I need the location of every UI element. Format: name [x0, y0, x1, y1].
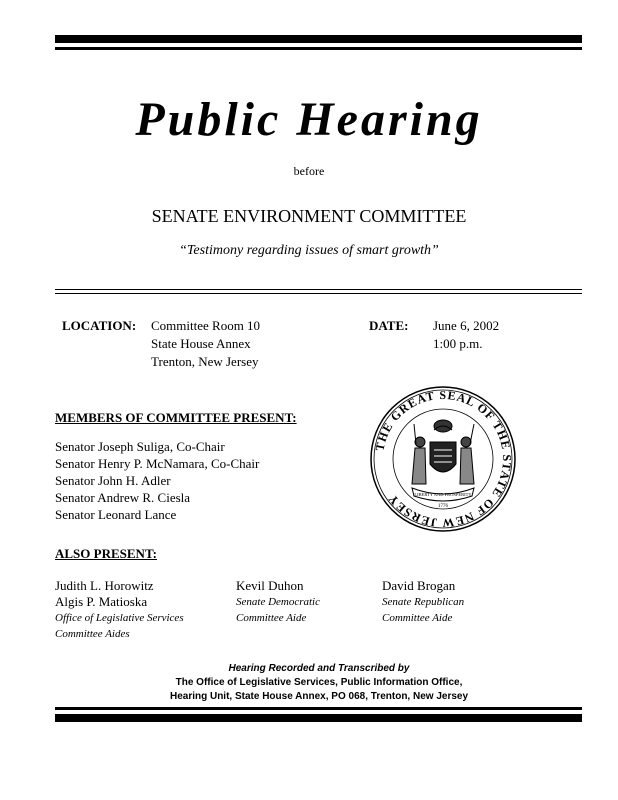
member-item: Senator Andrew R. Ciesla	[55, 490, 191, 505]
bottom-rule-thick	[55, 714, 582, 722]
staff-role: Committee Aides	[55, 628, 130, 640]
location-label: LOCATION:	[62, 318, 137, 333]
member-item: Senator John H. Adler	[55, 473, 171, 488]
divider-upper	[55, 289, 582, 290]
committee-name: SENATE ENVIRONMENT COMMITTEE	[151, 206, 467, 226]
top-rule-thin	[55, 47, 582, 50]
location-value	[151, 318, 260, 370]
member-item: Senator Joseph Suliga, Co-Chair	[55, 439, 225, 454]
date-line: 1:00 p.m.	[433, 336, 483, 351]
staff-name: Judith L. Horowitz	[55, 578, 154, 593]
date-value	[433, 318, 499, 352]
also-present-heading: ALSO PRESENT:	[55, 546, 157, 561]
location-line: State House Annex	[151, 336, 251, 351]
staff-role: Senate Democratic	[236, 596, 320, 608]
before-text: before	[293, 164, 325, 178]
date-line: June 6, 2002	[433, 318, 500, 333]
bottom-rule-thin	[55, 707, 582, 710]
staff-role: Senate Republican	[382, 596, 465, 608]
top-rule-thick	[55, 35, 582, 43]
footer-line: The Office of Legislative Services, Public Information Office,	[175, 677, 463, 688]
also-present-col1	[55, 578, 184, 642]
member-item: Senator Henry P. McNamara, Co-Chair	[55, 456, 260, 471]
divider-lower	[55, 293, 582, 294]
members-list	[55, 438, 259, 523]
member-item: Senator Leonard Lance	[55, 507, 177, 522]
staff-role: Office of Legislative Services	[55, 612, 184, 624]
also-present-col2	[236, 578, 320, 626]
staff-name: Algis P. Matioska	[55, 594, 148, 609]
seal-text: THE GREAT SEAL OF THE STATE OF NEW JERSEY	[372, 387, 515, 531]
staff-role: Committee Aide	[236, 612, 307, 624]
date-label: DATE:	[369, 318, 409, 333]
seal-ribbon: LIBERTY AND PROSPERITY	[414, 492, 472, 497]
footer-credits	[0, 662, 618, 704]
members-heading: MEMBERS OF COMMITTEE PRESENT:	[55, 410, 297, 425]
location-line: Committee Room 10	[151, 318, 261, 333]
hearing-subject: “Testimony regarding issues of smart growth”	[179, 243, 439, 258]
footer-line: Hearing Unit, State House Annex, PO 068, Trenton, New Jersey	[169, 691, 469, 702]
footer-line: Hearing Recorded and Transcribed by	[228, 663, 410, 674]
state-seal-icon	[368, 384, 518, 534]
staff-name: Kevil Duhon	[236, 578, 304, 593]
also-present-col3	[382, 578, 464, 626]
location-line: Trenton, New Jersey	[151, 354, 259, 369]
page-title: Public Hearing	[135, 93, 483, 146]
staff-role: Committee Aide	[382, 612, 453, 624]
staff-name: David Brogan	[382, 578, 456, 593]
seal-year: 1776	[438, 504, 448, 509]
